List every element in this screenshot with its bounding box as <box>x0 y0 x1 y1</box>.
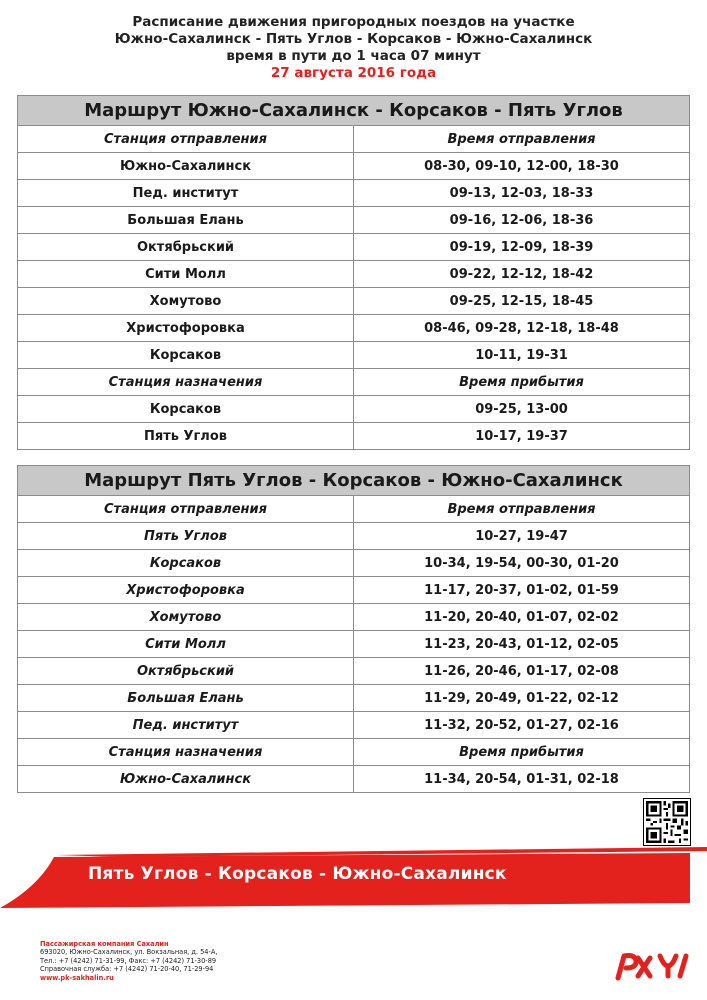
station-name: Пять Углов <box>18 423 354 450</box>
arrival-station-header: Станция назначения <box>18 739 354 766</box>
departure-times: 10-34, 19-54, 00-30, 01-20 <box>354 550 690 577</box>
departure-times: 11-23, 20-43, 01-12, 02-05 <box>354 631 690 658</box>
station-name: Пед. институт <box>18 712 354 739</box>
departure-times: 11-20, 20-40, 01-07, 02-02 <box>354 604 690 631</box>
station-name: Октябрьский <box>18 658 354 685</box>
departure-header-row <box>18 496 690 523</box>
station-name: Октябрьский <box>18 234 354 261</box>
departure-times: 08-46, 09-28, 12-18, 18-48 <box>354 315 690 342</box>
departure-times: 09-22, 12-12, 18-42 <box>354 261 690 288</box>
station-name: Корсаков <box>18 396 354 423</box>
departure-time-header: Время отправления <box>354 496 690 523</box>
arrival-header-row <box>18 739 690 766</box>
route-title: Маршрут Южно-Сахалинск - Корсаков - Пять Углов <box>18 96 690 126</box>
station-name: Пед. институт <box>18 180 354 207</box>
table-row <box>18 712 690 739</box>
route2-table <box>17 465 690 793</box>
departure-times: 10-27, 19-47 <box>354 523 690 550</box>
route-title: Маршрут Пять Углов - Корсаков - Южно-Сахалинск <box>18 466 690 496</box>
table-row <box>18 766 690 793</box>
table-row <box>18 180 690 207</box>
table-row <box>18 523 690 550</box>
departure-times: 11-17, 20-37, 01-02, 01-59 <box>354 577 690 604</box>
table-row <box>18 423 690 450</box>
table-row <box>18 261 690 288</box>
table-row <box>18 604 690 631</box>
departure-station-header: Станция отправления <box>18 496 354 523</box>
table-row <box>18 207 690 234</box>
footer-company: Пассажирская компания Сахалин <box>40 940 169 948</box>
departure-times: 11-26, 20-46, 01-17, 02-08 <box>354 658 690 685</box>
station-name: Христофоровка <box>18 315 354 342</box>
header-route: Южно-Сахалинск - Пять Углов - Корсаков - Южно-Сахалинск <box>114 31 593 47</box>
table-row <box>18 396 690 423</box>
table-row <box>18 342 690 369</box>
departure-header-row <box>18 126 690 153</box>
departure-times: 08-30, 09-10, 12-00, 18-30 <box>354 153 690 180</box>
table-row <box>18 685 690 712</box>
table-row <box>18 315 690 342</box>
arrival-station-header: Станция назначения <box>18 369 354 396</box>
departure-station-header: Станция отправления <box>18 126 354 153</box>
table-row <box>18 658 690 685</box>
table-row <box>18 550 690 577</box>
header-date: 27 августа 2016 года <box>270 65 437 81</box>
arrival-times: 09-25, 13-00 <box>354 396 690 423</box>
banner-route-text: Пять Углов - Корсаков - Южно-Сахалинск <box>88 864 507 884</box>
arrival-time-header: Время прибытия <box>354 369 690 396</box>
table-row <box>18 153 690 180</box>
station-name: Южно-Сахалинск <box>18 153 354 180</box>
footer-phone: Тел.: +7 (4242) 71-31-99, Факс: +7 (4242) 71-30-89 <box>40 956 217 965</box>
arrival-times: 10-17, 19-37 <box>354 423 690 450</box>
table-row <box>18 577 690 604</box>
departure-times: 10-11, 19-31 <box>354 342 690 369</box>
departure-times: 11-32, 20-52, 01-27, 02-16 <box>354 712 690 739</box>
table-row <box>18 234 690 261</box>
station-name: Большая Елань <box>18 207 354 234</box>
departure-time-header: Время отправления <box>354 126 690 153</box>
qr-code[interactable] <box>643 798 691 846</box>
departure-times: 09-25, 12-15, 18-45 <box>354 288 690 315</box>
station-name: Сити Молл <box>18 261 354 288</box>
station-name: Христофоровка <box>18 577 354 604</box>
footer-website-link[interactable]: www.pk-sakhalin.ru <box>40 973 114 982</box>
station-name: Пять Углов <box>18 523 354 550</box>
departure-times: 09-19, 12-09, 18-39 <box>354 234 690 261</box>
rzd-logo-icon <box>610 946 692 982</box>
table-row <box>18 631 690 658</box>
station-name: Хомутово <box>18 604 354 631</box>
arrival-header-row <box>18 369 690 396</box>
header-travel-time: время в пути до 1 часа 07 минут <box>226 48 481 64</box>
schedule-header <box>0 14 707 82</box>
station-name: Хомутово <box>18 288 354 315</box>
header-title: Расписание движения пригородных поездов на участке <box>132 14 575 30</box>
station-name: Корсаков <box>18 550 354 577</box>
station-name: Корсаков <box>18 342 354 369</box>
contact-footer <box>40 940 217 982</box>
departure-times: 09-16, 12-06, 18-36 <box>354 207 690 234</box>
footer-help: Справочная служба: +7 (4242) 71-20-40, 71-29-94 <box>40 965 214 974</box>
arrival-time-header: Время прибытия <box>354 739 690 766</box>
footer-address: 693020, Южно-Сахалинск, ул. Вокзальная, д. 54-А, <box>40 948 218 957</box>
arrival-times: 11-34, 20-54, 01-31, 02-18 <box>354 766 690 793</box>
station-name: Большая Елань <box>18 685 354 712</box>
station-name: Сити Молл <box>18 631 354 658</box>
station-name: Южно-Сахалинск <box>18 766 354 793</box>
route1-table <box>17 95 690 450</box>
departure-times: 09-13, 12-03, 18-33 <box>354 180 690 207</box>
table-row <box>18 288 690 315</box>
departure-times: 11-29, 20-49, 01-22, 02-12 <box>354 685 690 712</box>
